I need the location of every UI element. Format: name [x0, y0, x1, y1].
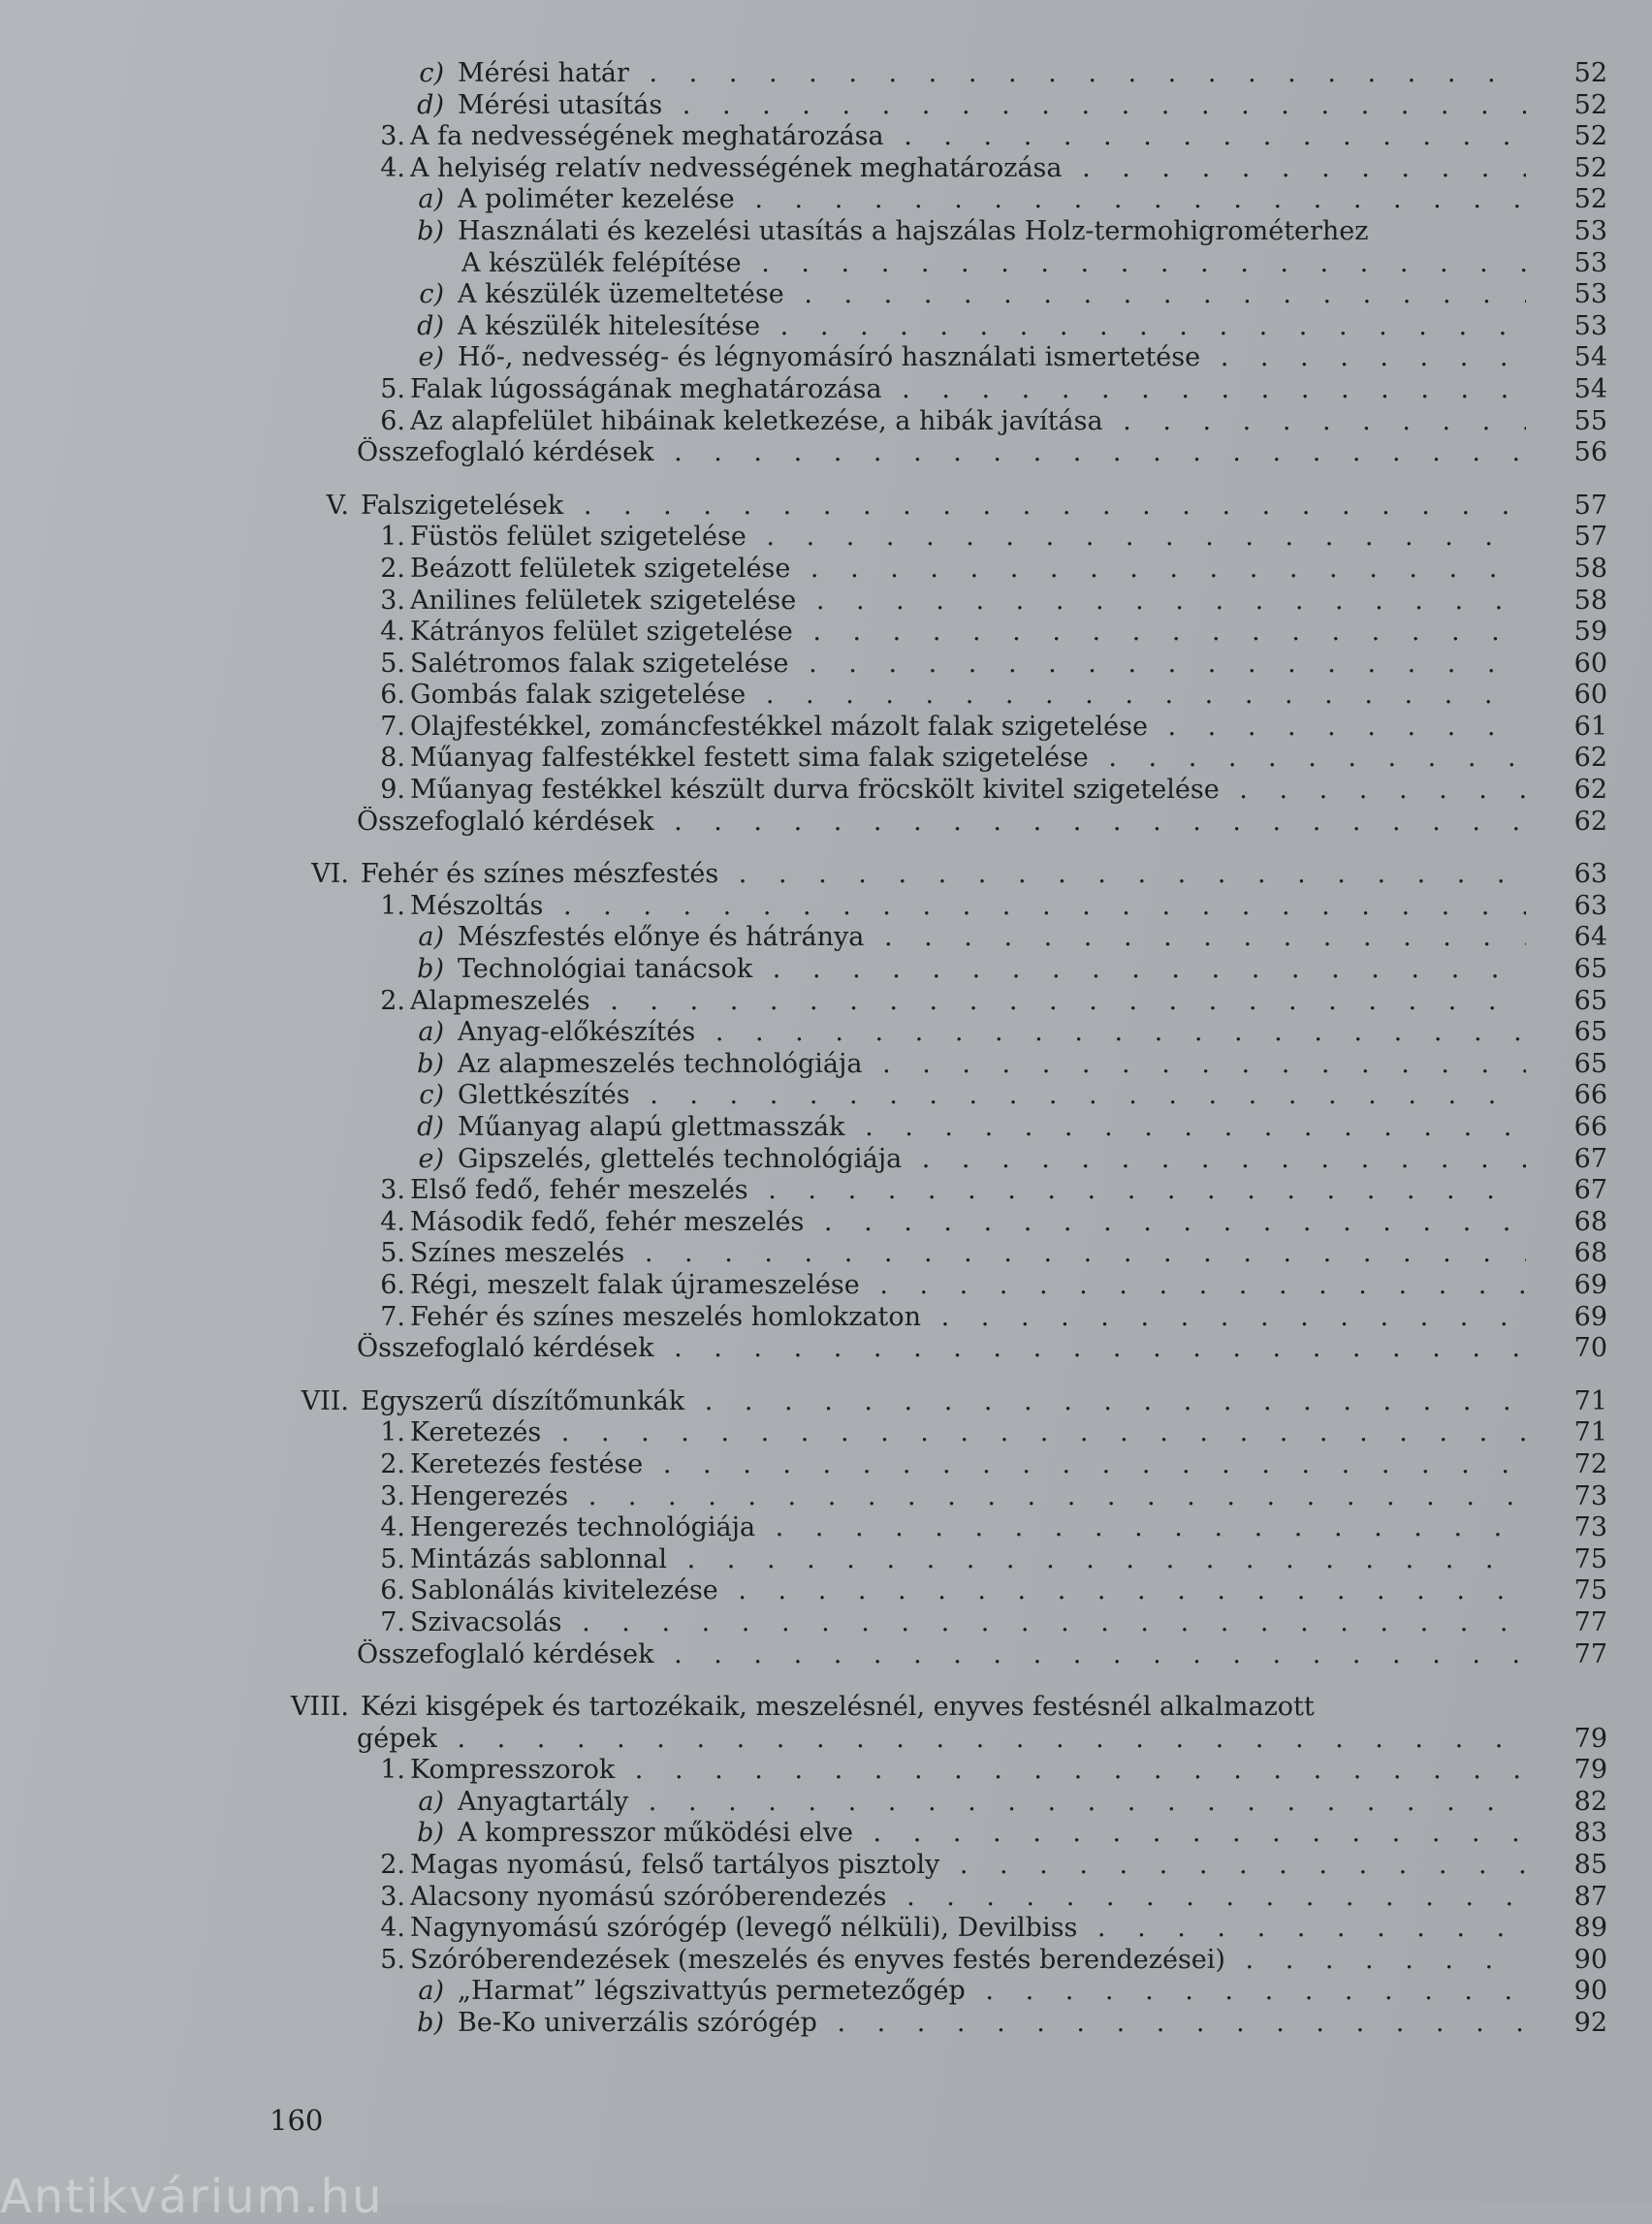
toc-entry-title: A kompresszor működési elve . . . — [458, 1818, 1526, 1850]
toc-entry-title: Sablonálás kivitelezése . . . — [410, 1575, 1526, 1607]
toc-chapter-row — [0, 491, 1652, 523]
toc-entry-number: 5. — [380, 1944, 405, 1975]
toc-entry-page: 52 — [1573, 184, 1607, 215]
toc-entry-page: 58 — [1573, 553, 1607, 584]
toc-entry-row — [0, 1850, 1652, 1882]
toc-entry-row — [0, 1302, 1652, 1334]
toc-entry-number: 7. — [380, 1301, 405, 1332]
toc-entry-row — [0, 954, 1652, 986]
toc-entry-title: Anyag-előkészítés . . . — [458, 1017, 1526, 1049]
toc-entry-row — [0, 90, 1652, 122]
toc-entry-row — [0, 1417, 1652, 1449]
toc-entry-title: Füstös felület szigetelése . . . — [410, 522, 1526, 554]
toc-entry-page: 52 — [1573, 89, 1607, 120]
table-of-contents — [0, 58, 1652, 2040]
toc-entry-page: 53 — [1573, 279, 1607, 310]
toc-entry-row — [0, 1976, 1652, 2008]
toc-entry-row — [0, 216, 1652, 248]
toc-entry-title: Összefoglaló kérdések . . . — [357, 437, 1526, 469]
toc-entry-number: c) — [419, 58, 444, 88]
toc-entry-number: 3. — [380, 585, 405, 616]
toc-entry-title: Hengerezés . . . — [410, 1481, 1526, 1513]
toc-entry-page: 89 — [1573, 1913, 1607, 1944]
toc-entry-row — [0, 1724, 1652, 1756]
toc-entry-page: 61 — [1573, 711, 1607, 742]
toc-entry-title: Mészfestés előnye és hátránya . . . — [458, 922, 1526, 954]
toc-entry-number: VII. — [301, 1385, 349, 1416]
toc-entry-title: Anilines felületek szigetelése . . . — [410, 586, 1526, 618]
toc-entry-number: d) — [417, 310, 444, 341]
toc-entry-row — [0, 1144, 1652, 1176]
toc-entry-row — [0, 1575, 1652, 1607]
toc-entry-row — [0, 617, 1652, 649]
toc-entry-page: 69 — [1573, 1269, 1607, 1300]
toc-entry-number: 6. — [380, 1269, 405, 1300]
toc-entry-number: b) — [417, 215, 444, 246]
toc-entry-row — [0, 279, 1652, 311]
toc-entry-number: 4. — [380, 1512, 405, 1543]
toc-entry-page: 63 — [1573, 890, 1607, 921]
toc-entry-row — [0, 121, 1652, 153]
toc-entry-title: Falak lúgosságának meghatározása . . . — [410, 374, 1526, 406]
toc-entry-row — [0, 775, 1652, 807]
toc-entry-number: 3. — [380, 1480, 405, 1511]
section-gap — [0, 469, 1652, 491]
toc-entry-title: Összefoglaló kérdések . . . — [357, 1639, 1526, 1671]
toc-entry-title: Műanyag festékkel készült durva fröcskölt kivitel szigetelése . . . — [410, 775, 1526, 807]
toc-entry-title: Második fedő, fehér meszelés . . . — [410, 1207, 1526, 1239]
toc-entry-title: Technológiai tanácsok . . . — [458, 954, 1526, 986]
toc-entry-number: 5. — [380, 1238, 405, 1269]
toc-entry-number: d) — [417, 89, 444, 120]
toc-entry-title: gépek . . . — [357, 1724, 1526, 1756]
toc-entry-row — [0, 1017, 1652, 1049]
toc-entry-number: 6. — [380, 680, 405, 711]
toc-entry-row — [0, 437, 1652, 469]
toc-entry-page: 79 — [1573, 1755, 1607, 1786]
toc-entry-number: 3. — [380, 121, 405, 152]
toc-entry-number: 9. — [380, 775, 405, 806]
toc-entry-row — [0, 1175, 1652, 1207]
toc-entry-title: Anyagtartály . . . — [458, 1787, 1526, 1819]
toc-entry-row — [0, 986, 1652, 1018]
toc-entry-page: 65 — [1573, 1048, 1607, 1079]
toc-entry-row — [0, 586, 1652, 618]
toc-entry-row — [0, 1333, 1652, 1365]
toc-entry-title: Összefoglaló kérdések . . . — [357, 807, 1526, 839]
toc-entry-page: 79 — [1573, 1723, 1607, 1754]
toc-entry-page: 54 — [1573, 342, 1607, 373]
toc-entry-page: 72 — [1573, 1448, 1607, 1479]
toc-entry-page: 56 — [1573, 437, 1607, 468]
toc-entry-row — [0, 1512, 1652, 1544]
toc-entry-number: a) — [418, 1017, 444, 1048]
toc-entry-title: Gipszelés, glettelés technológiája . . . — [458, 1144, 1526, 1176]
toc-entry-row — [0, 807, 1652, 839]
toc-entry-row — [0, 522, 1652, 554]
toc-entry-title: Keretezés . . . — [410, 1417, 1526, 1449]
toc-entry-number: 4. — [380, 617, 405, 648]
toc-entry-number: 5. — [380, 1543, 405, 1574]
toc-entry-number: 3. — [380, 1175, 405, 1206]
toc-entry-row — [0, 743, 1652, 775]
toc-entry-title: Alapmeszelés . . . — [410, 986, 1526, 1018]
toc-entry-page: 52 — [1573, 58, 1607, 88]
watermark: Antikvárium.hu — [0, 2170, 384, 2224]
toc-entry-title: Fehér és színes mészfestés . . . — [361, 859, 1526, 891]
toc-entry-row — [0, 342, 1652, 374]
toc-entry-page: 54 — [1573, 373, 1607, 404]
toc-entry-row — [0, 891, 1652, 923]
page-number: 160 — [270, 2104, 324, 2137]
toc-entry-number: c) — [419, 1080, 444, 1111]
toc-entry-number: VIII. — [290, 1692, 349, 1723]
toc-entry-row — [0, 1607, 1652, 1639]
toc-entry-row — [0, 248, 1652, 280]
toc-entry-row — [0, 680, 1652, 712]
toc-entry-number: 2. — [380, 553, 405, 584]
toc-entry-row — [0, 1882, 1652, 1914]
toc-entry-number: a) — [418, 1786, 444, 1817]
toc-entry-number: 2. — [380, 1448, 405, 1479]
toc-entry-title: Használati és kezelési utasítás a hajszálas Holz-termohigrométerhez — [458, 215, 1369, 246]
toc-entry-title: Hő-, nedvesség- és légnyomásíró használati ismertetése . . . — [458, 342, 1526, 374]
toc-entry-number: e) — [418, 342, 444, 373]
toc-entry-number: 2. — [380, 1850, 405, 1881]
toc-entry-row — [0, 58, 1652, 90]
toc-entry-number: a) — [418, 184, 444, 215]
toc-entry-number: a) — [418, 1976, 444, 2007]
toc-entry-row — [0, 1913, 1652, 1945]
toc-entry-number: 1. — [380, 522, 405, 553]
toc-entry-number: e) — [418, 1143, 444, 1174]
toc-entry-page: 68 — [1573, 1206, 1607, 1237]
toc-entry-title: Nagynyomású szórógép (levegő nélküli), Devilbiss . . . — [410, 1913, 1526, 1945]
toc-entry-number: 4. — [380, 152, 405, 183]
toc-entry-page: 70 — [1573, 1333, 1607, 1364]
toc-entry-page: 52 — [1573, 121, 1607, 152]
toc-entry-row — [0, 1207, 1652, 1239]
toc-entry-page: 69 — [1573, 1301, 1607, 1332]
toc-entry-page: 75 — [1573, 1575, 1607, 1606]
toc-entry-row — [0, 1481, 1652, 1513]
section-gap — [0, 1670, 1652, 1692]
toc-entry-title: A poliméter kezelése . . . — [458, 184, 1526, 216]
toc-entry-row — [0, 922, 1652, 954]
toc-entry-page: 53 — [1573, 247, 1607, 278]
toc-chapter-row — [0, 1386, 1652, 1418]
toc-entry-number: 1. — [380, 890, 405, 921]
toc-entry-row — [0, 1270, 1652, 1302]
toc-entry-page: 66 — [1573, 1080, 1607, 1111]
toc-entry-number: d) — [417, 1112, 444, 1142]
toc-entry-title: Gombás falak szigetelése . . . — [410, 680, 1526, 712]
toc-entry-number: 1. — [380, 1755, 405, 1786]
toc-entry-row — [0, 1544, 1652, 1576]
toc-entry-title: Műanyag alapú glettmasszák . . . — [458, 1112, 1526, 1144]
toc-entry-page: 65 — [1573, 1017, 1607, 1048]
toc-entry-page: 71 — [1573, 1417, 1607, 1448]
toc-entry-row — [0, 1449, 1652, 1481]
toc-entry-row — [0, 649, 1652, 681]
toc-entry-title: Kézi kisgépek és tartozékaik, meszelésnél, enyves festésnél alkalmazott — [361, 1692, 1315, 1723]
toc-entry-page: 53 — [1573, 215, 1607, 246]
toc-entry-title: Régi, meszelt falak újrameszelése . . . — [410, 1270, 1526, 1302]
toc-entry-page: 90 — [1573, 1976, 1607, 2007]
toc-entry-title: Összefoglaló kérdések . . . — [357, 1333, 1526, 1365]
toc-entry-row — [0, 712, 1652, 744]
toc-entry-title: Beázott felületek szigetelése . . . — [410, 554, 1526, 586]
toc-entry-row — [0, 1639, 1652, 1671]
toc-entry-page: 77 — [1573, 1638, 1607, 1669]
toc-entry-number: 7. — [380, 711, 405, 742]
toc-entry-row — [0, 1755, 1652, 1787]
toc-entry-number: b) — [417, 1048, 444, 1079]
toc-entry-title: Szóróberendezések (meszelés és enyves festés berendezései) . . . — [410, 1945, 1526, 1977]
toc-entry-number: 3. — [380, 1881, 405, 1912]
toc-entry-page: 59 — [1573, 617, 1607, 648]
toc-entry-page: 57 — [1573, 522, 1607, 553]
toc-entry-page: 71 — [1573, 1385, 1607, 1416]
toc-entry-page: 60 — [1573, 648, 1607, 679]
toc-entry-number: 7. — [380, 1606, 405, 1637]
toc-entry-page: 65 — [1573, 954, 1607, 985]
toc-entry-page: 64 — [1573, 922, 1607, 953]
toc-entry-page: 55 — [1573, 405, 1607, 436]
toc-entry-page: 67 — [1573, 1175, 1607, 1206]
toc-entry-row — [0, 374, 1652, 406]
toc-entry-title: Műanyag falfestékkel festett sima falak szigetelése . . . — [410, 743, 1526, 775]
toc-entry-title: Kátrányos felület szigetelése . . . — [410, 617, 1526, 649]
toc-entry-row — [0, 153, 1652, 185]
toc-entry-title: Mészoltás . . . — [410, 891, 1526, 923]
toc-entry-number: b) — [417, 954, 444, 985]
toc-entry-number: 4. — [380, 1913, 405, 1944]
toc-entry-number: V. — [326, 490, 349, 521]
toc-entry-number: 5. — [380, 648, 405, 679]
toc-entry-row — [0, 184, 1652, 216]
toc-entry-title: Egyszerű díszítőmunkák . . . — [361, 1386, 1526, 1418]
toc-entry-title: A készülék üzemeltetése . . . — [458, 279, 1526, 311]
toc-entry-number: 6. — [380, 1575, 405, 1606]
toc-entry-title: Az alapmeszelés technológiája . . . — [458, 1049, 1526, 1081]
toc-entry-title: „Harmat” légszivattyús permetezőgép . . . — [458, 1976, 1526, 2008]
toc-entry-page: 53 — [1573, 310, 1607, 341]
toc-entry-number: 6. — [380, 405, 405, 436]
toc-entry-number: c) — [419, 279, 444, 310]
toc-entry-number: 1. — [380, 1417, 405, 1448]
toc-entry-number: b) — [417, 2008, 444, 2039]
toc-entry-page: 92 — [1573, 2008, 1607, 2039]
toc-entry-number: 5. — [380, 373, 405, 404]
toc-entry-page: 73 — [1573, 1480, 1607, 1511]
toc-entry-title: Glettkészítés . . . — [458, 1080, 1526, 1112]
toc-entry-row — [0, 2008, 1652, 2040]
toc-entry-row — [0, 1787, 1652, 1819]
toc-entry-title: Szivacsolás . . . — [410, 1607, 1526, 1639]
toc-entry-number: VI. — [311, 859, 349, 890]
toc-entry-number: a) — [418, 922, 444, 953]
toc-entry-title: Be-Ko univerzális szórógép . . . — [458, 2008, 1526, 2040]
toc-entry-title: A készülék hitelesítése . . . — [458, 311, 1526, 343]
toc-entry-row — [0, 1238, 1652, 1270]
section-gap — [0, 1365, 1652, 1386]
toc-entry-page: 58 — [1573, 585, 1607, 616]
toc-entry-title: A fa nedvességének meghatározása . . . — [410, 121, 1526, 153]
toc-entry-title: Keretezés festése . . . — [410, 1449, 1526, 1481]
toc-entry-page: 75 — [1573, 1543, 1607, 1574]
toc-entry-title: Mérési utasítás . . . — [458, 90, 1526, 122]
toc-entry-title: Első fedő, fehér meszelés . . . — [410, 1175, 1526, 1207]
toc-entry-row — [0, 1818, 1652, 1850]
toc-entry-title: A helyiség relatív nedvességének meghatározása . . . — [410, 153, 1526, 185]
toc-entry-title: Magas nyomású, felső tartályos pisztoly . . . — [410, 1850, 1526, 1882]
toc-entry-page: 77 — [1573, 1606, 1607, 1637]
toc-entry-page: 67 — [1573, 1143, 1607, 1174]
toc-entry-number: 2. — [380, 985, 405, 1016]
toc-entry-page: 63 — [1573, 859, 1607, 890]
toc-entry-row — [0, 311, 1652, 343]
toc-entry-page: 82 — [1573, 1786, 1607, 1817]
toc-entry-row — [0, 1945, 1652, 1977]
toc-entry-page: 57 — [1573, 490, 1607, 521]
toc-entry-page: 62 — [1573, 806, 1607, 837]
toc-entry-page: 73 — [1573, 1512, 1607, 1543]
toc-entry-row — [0, 1080, 1652, 1112]
toc-entry-title: Mérési határ . . . — [458, 58, 1526, 90]
toc-entry-title: Kompresszorok . . . — [410, 1755, 1526, 1787]
toc-entry-page: 83 — [1573, 1818, 1607, 1849]
toc-entry-title: Fehér és színes meszelés homlokzaton . . . — [410, 1302, 1526, 1334]
toc-entry-title: Alacsony nyomású szóróberendezés . . . — [410, 1882, 1526, 1914]
toc-entry-title: Színes meszelés . . . — [410, 1238, 1526, 1270]
toc-entry-page: 62 — [1573, 775, 1607, 806]
toc-chapter-row — [0, 859, 1652, 891]
toc-entry-row — [0, 406, 1652, 438]
toc-entry-page: 66 — [1573, 1112, 1607, 1142]
toc-entry-page: 68 — [1573, 1238, 1607, 1269]
toc-entry-page: 90 — [1573, 1944, 1607, 1975]
toc-entry-page: 60 — [1573, 680, 1607, 711]
toc-entry-page: 87 — [1573, 1881, 1607, 1912]
toc-entry-number: 8. — [380, 743, 405, 774]
toc-entry-number: b) — [417, 1818, 444, 1849]
toc-entry-title: Falszigetelések . . . — [361, 491, 1526, 523]
toc-entry-number: 4. — [380, 1206, 405, 1237]
toc-entry-title: Hengerezés technológiája . . . — [410, 1512, 1526, 1544]
toc-entry-title: Mintázás sablonnal . . . — [410, 1544, 1526, 1576]
toc-entry-title: Salétromos falak szigetelése . . . — [410, 649, 1526, 681]
section-gap — [0, 838, 1652, 859]
toc-entry-page: 52 — [1573, 152, 1607, 183]
toc-entry-page: 65 — [1573, 985, 1607, 1016]
toc-entry-page: 62 — [1573, 743, 1607, 774]
toc-entry-row — [0, 1049, 1652, 1081]
toc-entry-row — [0, 554, 1652, 586]
toc-chapter-row — [0, 1692, 1652, 1724]
toc-entry-title: Az alapfelület hibáinak keletkezése, a hibák javítása . . . — [410, 406, 1526, 438]
toc-entry-page: 85 — [1573, 1850, 1607, 1881]
toc-entry-row — [0, 1112, 1652, 1144]
toc-entry-title: Olajfestékkel, zománcfestékkel mázolt falak szigetelése . . . — [410, 712, 1526, 744]
toc-entry-title: A készülék felépítése . . . — [461, 248, 1526, 280]
